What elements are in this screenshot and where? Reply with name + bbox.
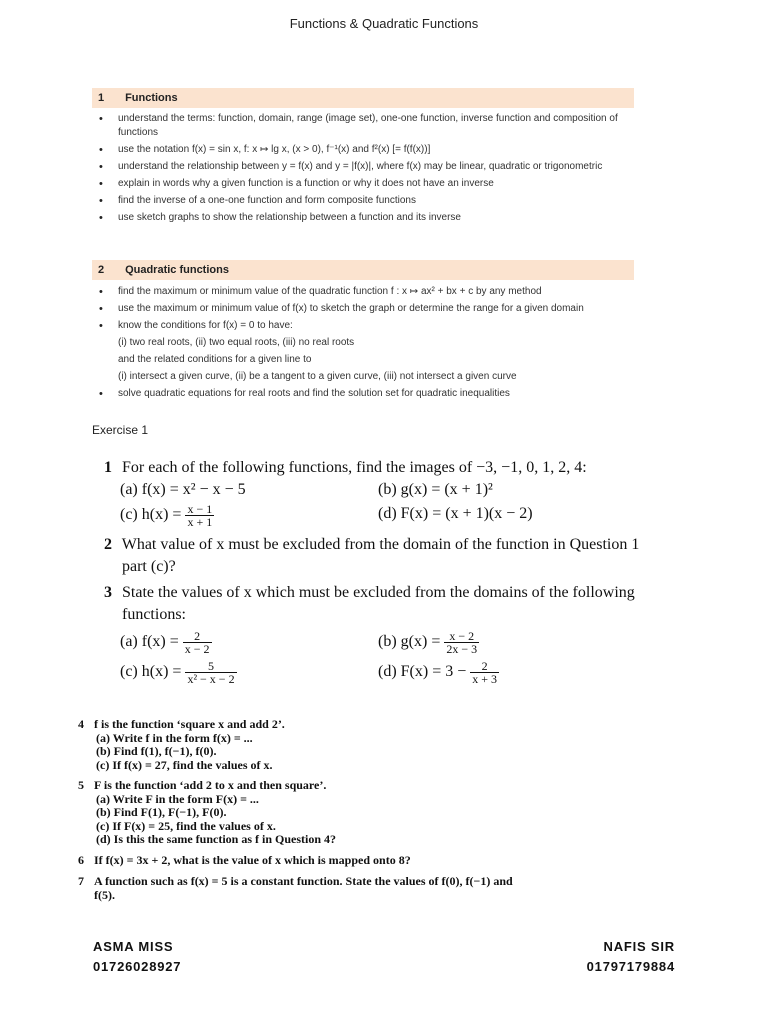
fraction-numerator: x − 1 bbox=[187, 502, 213, 516]
phone-number: 01726028927 bbox=[93, 959, 182, 974]
fraction-denominator: x + 1 bbox=[187, 515, 213, 529]
fraction-denominator: x + 3 bbox=[472, 672, 498, 686]
q3-part-c-label: (c) h(x) = bbox=[120, 663, 186, 681]
q3-part-b-label: (b) g(x) = bbox=[378, 633, 445, 651]
question-text: State the values of x which must be excluded from the domains of the following bbox=[122, 584, 635, 601]
page-title: Functions & Quadratic Functions bbox=[289, 16, 479, 31]
question-text: If f(x) = 3x + 2, what is the value of x which is mapped onto 8? bbox=[94, 853, 411, 867]
question-text-continued: part (c)? bbox=[122, 558, 176, 575]
list-item: • know the conditions for f(x) = 0 to have: bbox=[92, 319, 632, 333]
q5-part-c: (c) If F(x) = 25, find the values of x. bbox=[96, 818, 276, 833]
question-text-continued: functions: bbox=[122, 606, 186, 623]
list-item: • use sketch graphs to show the relationship between a function and its inverse bbox=[92, 211, 632, 225]
section-1-heading: Functions bbox=[125, 92, 178, 104]
fraction bbox=[470, 660, 499, 685]
question-6 bbox=[78, 854, 658, 868]
list-item: • use the notation f(x) = sin x, f: x ↦ lg x, (x > 0), f⁻¹(x) and f²(x) [= f(f(x))] bbox=[92, 143, 632, 157]
teacher-name: NAFIS SIR bbox=[603, 939, 675, 954]
footer-right-contact bbox=[587, 937, 675, 977]
footer-left-contact bbox=[93, 937, 181, 977]
list-sub-line: (i) two real roots, (ii) two equal roots, (iii) no real roots bbox=[118, 337, 355, 348]
section-2-heading: Quadratic functions bbox=[125, 264, 229, 276]
q3-part-c bbox=[120, 660, 237, 685]
fraction bbox=[185, 660, 236, 685]
fraction-numerator: 5 bbox=[185, 660, 236, 673]
section-1-header bbox=[92, 88, 634, 108]
list-sub-line: and the related conditions for a given line to bbox=[118, 354, 312, 365]
fraction bbox=[183, 630, 212, 655]
question-4 bbox=[78, 718, 658, 772]
section-1-list bbox=[92, 112, 632, 228]
q4-part-b: (b) Find f(1), f(−1), f(0). bbox=[96, 744, 217, 758]
phone-number: 01797179884 bbox=[586, 959, 675, 974]
list-item: • find the maximum or minimum value of the quadratic function f : x ↦ ax² + bx + c by any method bbox=[92, 285, 632, 299]
q1-part-b: (b) g(x) = (x + 1)² bbox=[378, 481, 493, 498]
list-item: • solve quadratic equations for real roots and find the solution set for quadratic inequalities bbox=[92, 387, 632, 401]
section-2-header bbox=[92, 260, 634, 280]
list-sub-line: (i) intersect a given curve, (ii) be a tangent to a given curve, (iii) not intersect a given curve bbox=[118, 371, 517, 382]
q1-part-c-label: (c) h(x) = bbox=[120, 506, 186, 524]
question-text: f is the function ‘square x and add 2’. bbox=[94, 717, 285, 731]
list-item: • understand the relationship between y = f(x) and y = |f(x)|, where f(x) may be linear, quadratic or trigonometric bbox=[92, 160, 632, 174]
q5-part-a: (a) Write F in the form F(x) = ... bbox=[96, 791, 259, 806]
question-7 bbox=[78, 875, 658, 902]
question-number: 2 bbox=[104, 536, 112, 553]
question-number: 1 bbox=[104, 459, 112, 476]
fraction-denominator: x² − x − 2 bbox=[187, 672, 235, 686]
q3-part-d-label: (d) F(x) = 3 − bbox=[378, 663, 471, 681]
question-text: A function such as f(x) = 5 is a constant function. State the values of f(0), f(−1) and bbox=[94, 874, 513, 888]
fraction-denominator: 2x − 3 bbox=[446, 642, 478, 656]
list-item: • use the maximum or minimum value of f(x) to sketch the graph or determine the range for a given domain bbox=[92, 302, 632, 316]
q5-part-b: (b) Find F(1), F(−1), F(0). bbox=[96, 805, 227, 819]
q3-part-b bbox=[378, 630, 479, 655]
q4-part-a: (a) Write f in the form f(x) = ... bbox=[96, 730, 253, 745]
question-number: 5 bbox=[78, 778, 84, 792]
list-item: • understand the terms: function, domain, range (image set), one-one function, inverse function and composition of functions bbox=[92, 112, 632, 140]
fraction-numerator: 2 bbox=[470, 660, 499, 673]
section-1-number: 1 bbox=[98, 92, 105, 104]
q4-part-c: (c) If f(x) = 27, find the values of x. bbox=[96, 757, 273, 772]
question-number: 7 bbox=[78, 874, 84, 888]
q1-part-d: (d) F(x) = (x + 1)(x − 2) bbox=[378, 505, 533, 522]
q3-part-a bbox=[120, 630, 212, 655]
list-item: • explain in words why a given function is a function or why it does not have an inverse bbox=[92, 177, 632, 191]
list-item: • find the inverse of a one-one function and form composite functions bbox=[92, 194, 632, 208]
question-text: F is the function ‘add 2 to x and then square’. bbox=[94, 778, 327, 792]
question-text-continued: f(5). bbox=[94, 887, 115, 902]
fraction-denominator: x − 2 bbox=[184, 642, 210, 656]
q5-part-d: (d) Is this the same function as f in Question 4? bbox=[96, 832, 337, 846]
fraction-numerator: x − 2 bbox=[444, 630, 479, 643]
q1-part-a: (a) f(x) = x² − x − 5 bbox=[120, 481, 246, 498]
q3-part-a-label: (a) f(x) = bbox=[120, 633, 183, 651]
fraction bbox=[444, 630, 479, 655]
question-text: What value of x must be excluded from the domain of the function in Question 1 bbox=[121, 536, 640, 553]
q1-part-c bbox=[120, 503, 214, 528]
teacher-name: ASMA MISS bbox=[93, 939, 174, 954]
question-number: 3 bbox=[104, 584, 112, 601]
section-2-number: 2 bbox=[98, 264, 105, 276]
question-number: 6 bbox=[78, 853, 84, 867]
question-3 bbox=[104, 582, 674, 692]
question-text: For each of the following functions, find the images of −3, −1, 0, 1, 2, 4: bbox=[122, 459, 587, 476]
q3-part-d bbox=[378, 660, 499, 685]
question-1 bbox=[104, 457, 674, 531]
fraction bbox=[185, 503, 214, 528]
question-2 bbox=[104, 534, 674, 578]
exercise-label: Exercise 1 bbox=[92, 423, 149, 437]
question-number: 4 bbox=[78, 717, 84, 731]
section-2-list bbox=[92, 285, 632, 404]
fraction-numerator: 2 bbox=[183, 630, 212, 643]
question-5 bbox=[78, 779, 658, 847]
